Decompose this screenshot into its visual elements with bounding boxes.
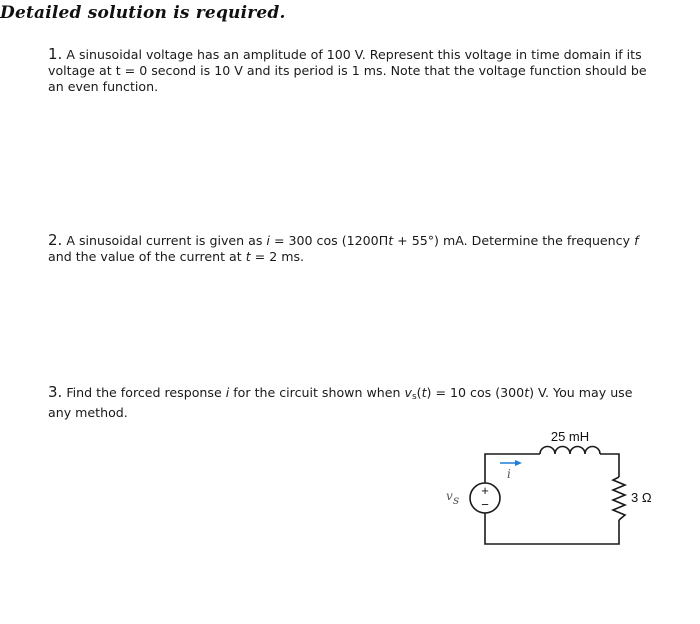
current-arrow <box>500 460 522 466</box>
question-3-number: 3. <box>48 383 63 401</box>
question-1-text-1: A sinusoidal voltage has an amplitude of 100 V. Represent this voltage in time domain if its <box>66 47 642 62</box>
source-plus-sign: + <box>481 483 489 498</box>
resistor-label: 3 Ω <box>631 490 652 505</box>
question-2-line-1: 2. A sinusoidal current is given as i = 300 cos (1200Πt + 55°) mA. Determine the frequency f <box>48 231 639 249</box>
inductor-coil <box>540 447 600 454</box>
question-3-line-1: 3. Find the forced response i for the circuit shown when $v_s(t) = 10$ cos (300t) V. You may use <box>48 383 633 402</box>
wire-top-left <box>485 454 540 483</box>
source-label-subscript: s <box>453 493 460 507</box>
question-1-number: 1. <box>48 45 63 63</box>
inductor-label: 25 mH <box>550 429 590 444</box>
resistor-zigzag <box>613 477 625 520</box>
page-heading: Detailed solution is required. <box>0 3 286 23</box>
source-label: v <box>446 489 453 503</box>
question-1-line-2: voltage at t = 0 second is 10 V and its period is 1 ms. Note that the voltage function should be <box>48 63 647 78</box>
question-2-line-2: and the value of the current at t = 2 ms. <box>48 249 305 264</box>
question-2-number: 2. <box>48 231 63 249</box>
question-3-line-2: any method. <box>48 405 128 420</box>
source-minus-sign: − <box>481 497 489 512</box>
question-1-line-3: an even function. <box>48 79 159 94</box>
wire-bottom <box>485 513 619 544</box>
current-label: i <box>507 467 511 481</box>
wire-top-right <box>600 454 619 477</box>
